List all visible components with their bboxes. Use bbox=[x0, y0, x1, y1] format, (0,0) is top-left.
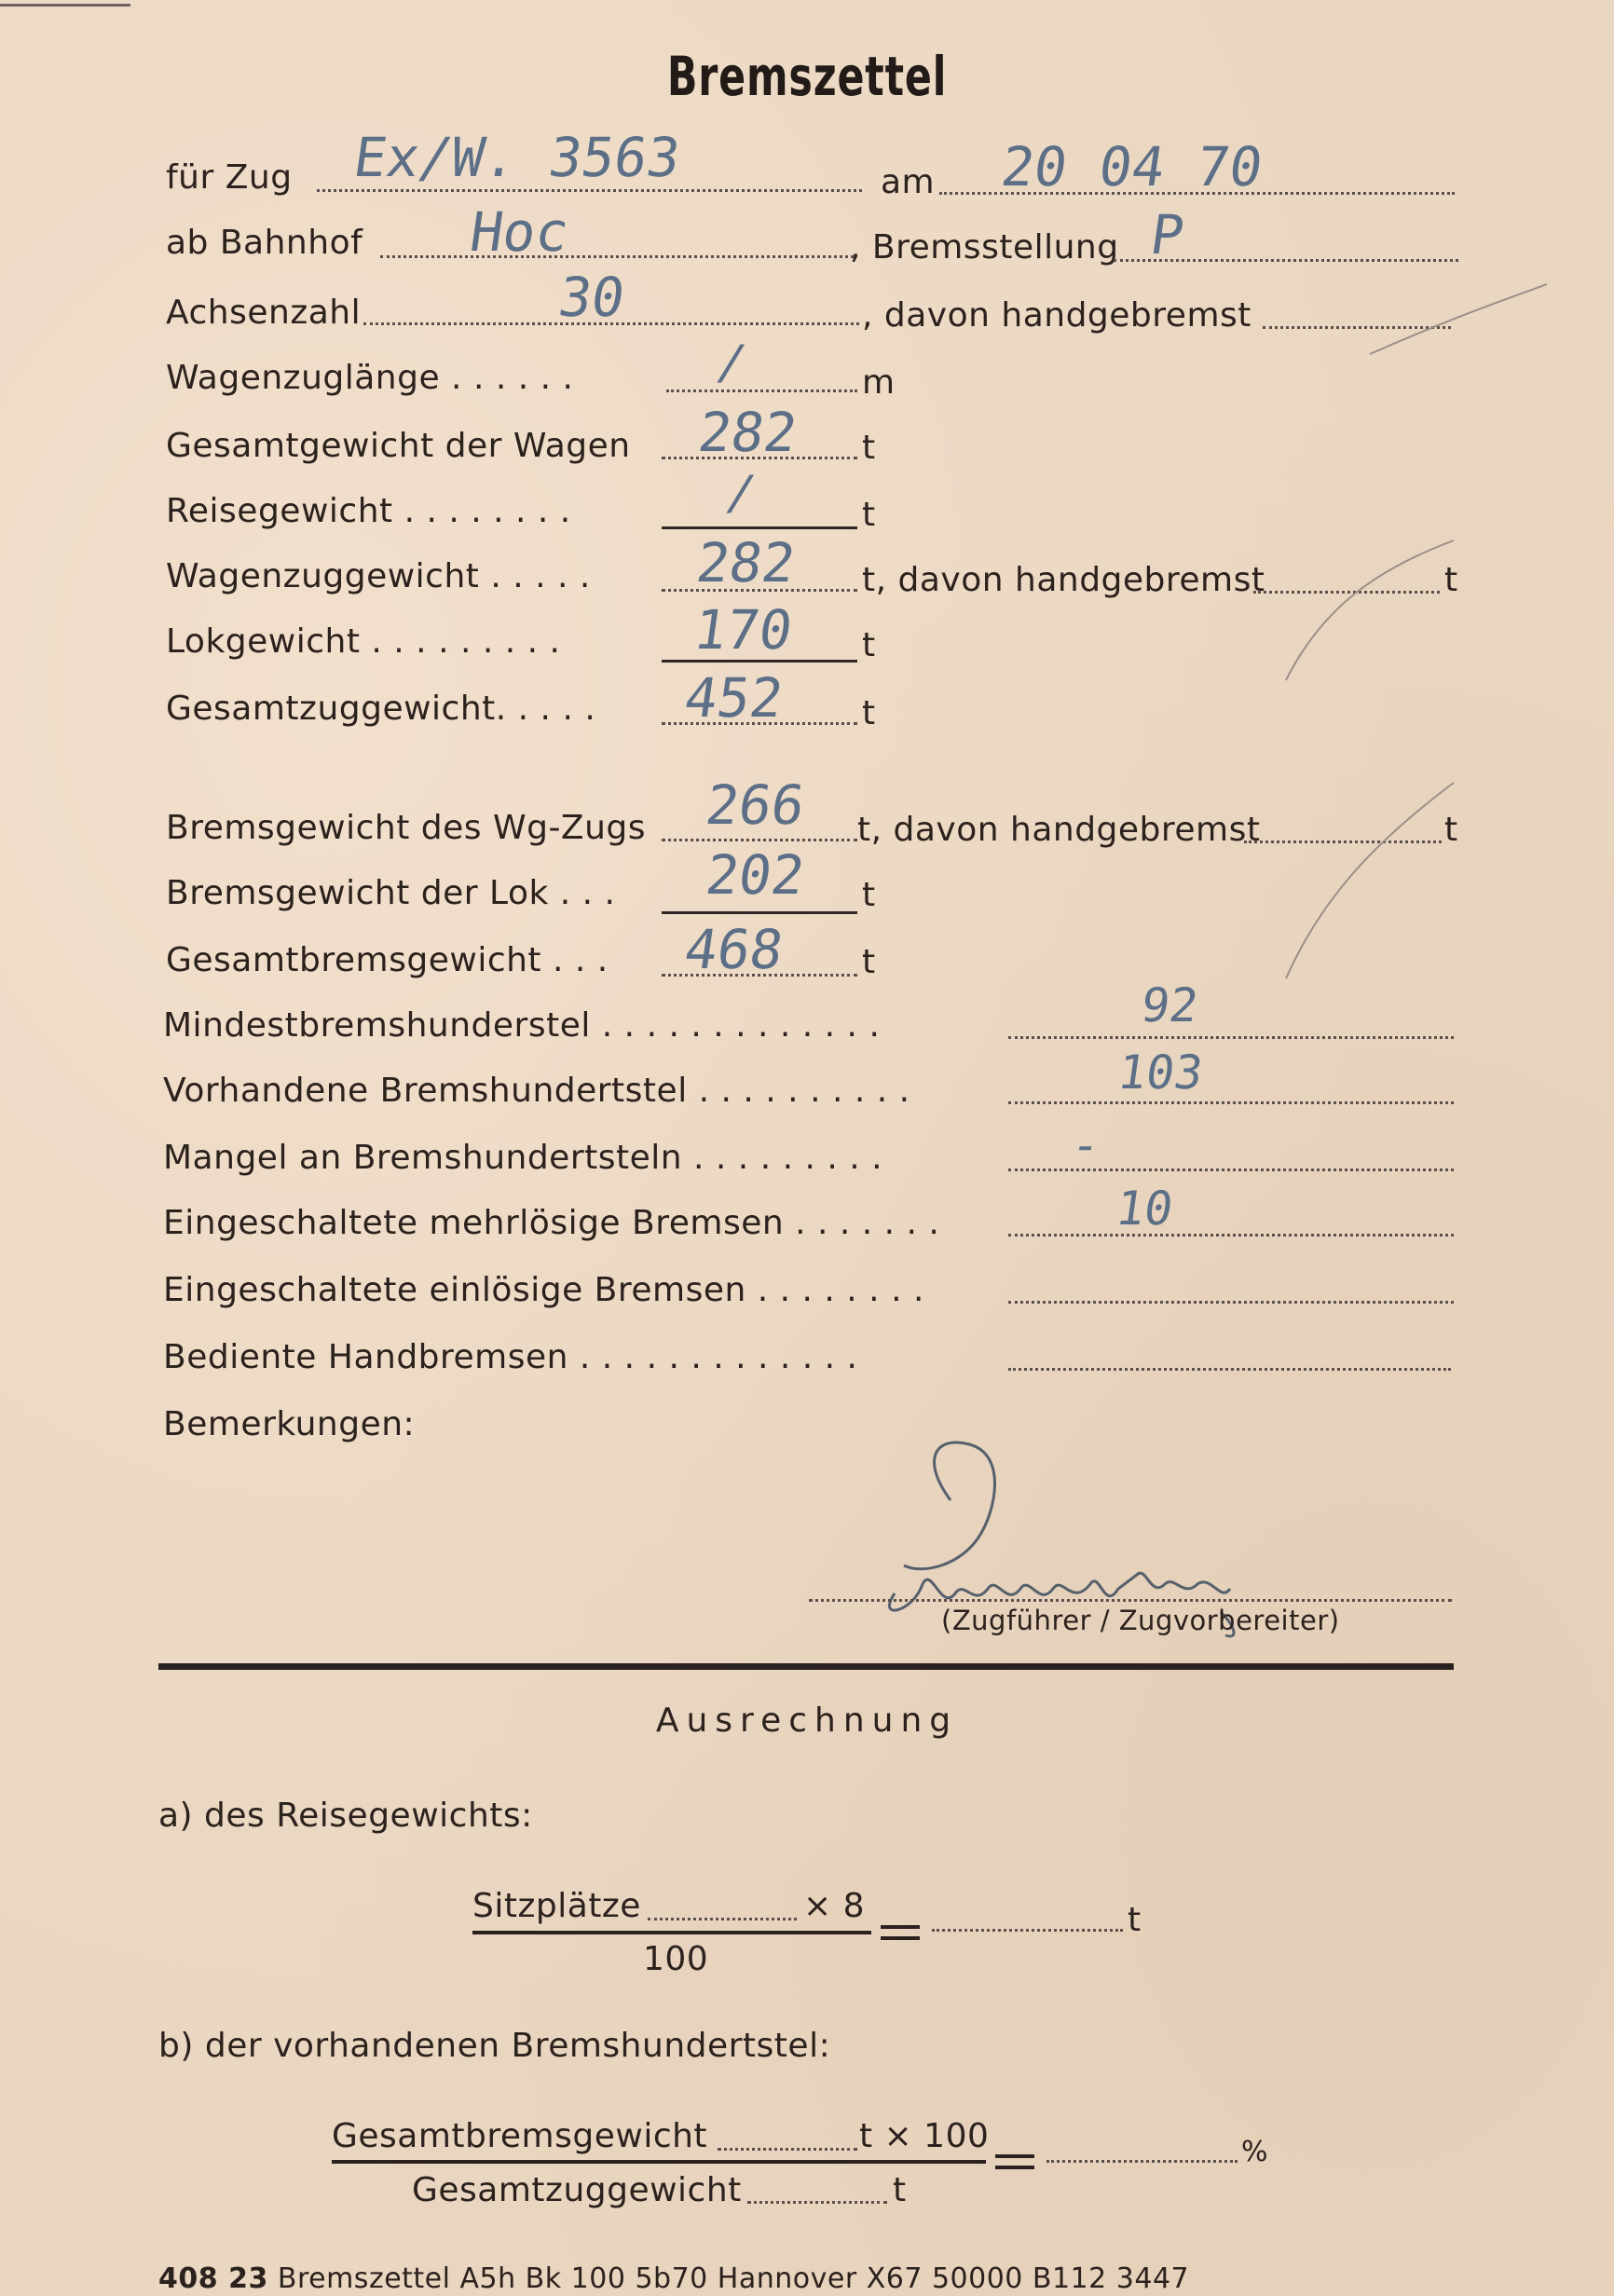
mangel-value: - bbox=[1067, 1118, 1104, 1172]
achsenzahl-label: Achsenzahl bbox=[166, 294, 362, 332]
mangel-label: Mangel an Bremshundertsteln . . . . . . . . . bbox=[163, 1139, 883, 1177]
bremsgewicht-wg-davon-label: t, davon handgebremst bbox=[857, 811, 1261, 849]
bemerkungen-label: Bemerkungen: bbox=[163, 1405, 416, 1443]
am-value: 20 04 70 bbox=[997, 135, 1267, 198]
bremsgewicht-lok-label: Bremsgewicht der Lok . . . bbox=[166, 874, 616, 912]
wagenzuggewicht-value: 282 bbox=[692, 531, 800, 594]
form-title: Bremszettel bbox=[666, 45, 948, 108]
lokgewicht-unit: t bbox=[862, 626, 876, 664]
fuer-zug-value: Ex/W. 3563 bbox=[349, 126, 684, 189]
bremsgewicht-wg-value: 266 bbox=[702, 773, 809, 837]
b-times: t × 100 bbox=[859, 2117, 990, 2155]
lokgewicht-value: 170 bbox=[690, 598, 797, 662]
wagenzug-davon-label: t, davon handgebremst bbox=[862, 561, 1265, 599]
achsen-davon-label: , davon handgebremst bbox=[862, 296, 1252, 335]
a-equals-bottom bbox=[881, 1936, 920, 1940]
a-times: × 8 bbox=[803, 1887, 866, 1925]
am-label: am bbox=[881, 163, 936, 201]
gesamtzuggewicht-unit: t bbox=[862, 694, 876, 732]
a-numerator-line bbox=[648, 1918, 797, 1920]
lokgewicht-label: Lokgewicht . . . . . . . . . bbox=[166, 622, 561, 661]
fuer-zug-label: für Zug bbox=[166, 158, 293, 197]
a-result-line bbox=[932, 1929, 1123, 1932]
mindestbrems-value: 92 bbox=[1137, 978, 1202, 1032]
a-numerator-label: Sitzplätze bbox=[472, 1887, 641, 1925]
a-denominator: 100 bbox=[643, 1940, 709, 1978]
b-denominator-line bbox=[747, 2201, 887, 2204]
achsenzahl-value: 30 bbox=[554, 266, 629, 329]
ausrechnung-b-label: b) der vorhandenen Bremshundertstel: bbox=[158, 2027, 831, 2065]
b-equals-bottom bbox=[995, 2166, 1034, 2169]
wagenzuglaenge-label: Wagenzuglänge . . . . . . bbox=[166, 359, 574, 397]
vorhandene-label: Vorhandene Bremshundertstel . . . . . . . . . . bbox=[163, 1072, 910, 1110]
reisegewicht-value: / bbox=[722, 466, 759, 520]
reisegewicht-label: Reisegewicht . . . . . . . . bbox=[166, 492, 571, 530]
form-footer bbox=[158, 2262, 1189, 2295]
wagenzuggewicht-label: Wagenzuggewicht . . . . . bbox=[166, 557, 591, 595]
bremsgewicht-wg-davon-unit: t bbox=[1444, 811, 1458, 849]
mindestbrems-label: Mindestbremshunderstel . . . . . . . . . . . . . bbox=[163, 1006, 881, 1045]
ausrechnung-title: Ausrechnung bbox=[655, 1702, 959, 1740]
a-result-unit: t bbox=[1128, 1901, 1142, 1939]
a-equals-top bbox=[881, 1925, 920, 1929]
b-result-line bbox=[1046, 2160, 1238, 2163]
handbremsen-label: Bediente Handbremsen . . . . . . . . . . . . . bbox=[163, 1338, 858, 1376]
gesamtgewicht-unit: t bbox=[862, 429, 876, 467]
gesamtgewicht-value: 282 bbox=[694, 401, 801, 464]
ab-bahnhof-value: Hoc bbox=[466, 200, 573, 264]
b-numerator-line bbox=[718, 2148, 857, 2151]
gesamtzuggewicht-label: Gesamtzuggewicht. . . . . bbox=[166, 690, 596, 728]
bremsstellung-label: , Bremsstellung bbox=[850, 228, 1119, 266]
ausrechnung-a-label: a) des Reisegewichts: bbox=[158, 1797, 533, 1835]
b-equals-top bbox=[995, 2154, 1034, 2158]
reisegewicht-unit: t bbox=[862, 496, 876, 534]
gesamtgewicht-label: Gesamtgewicht der Wagen bbox=[166, 427, 631, 465]
ab-bahnhof-label: ab Bahnhof bbox=[166, 224, 363, 262]
a-fraction-bar bbox=[472, 1931, 871, 1934]
wagenzuglaenge-unit: m bbox=[862, 363, 896, 402]
gesamtzuggewicht-value: 452 bbox=[680, 666, 787, 730]
b-fraction-bar bbox=[332, 2160, 986, 2164]
bremsgewicht-wg-label: Bremsgewicht des Wg-Zugs bbox=[166, 809, 647, 847]
bremsgewicht-lok-unit: t bbox=[862, 876, 876, 914]
bremsstellung-value: P bbox=[1146, 203, 1188, 266]
footer-code: 408 23 bbox=[158, 2262, 268, 2295]
einloesig-label: Eingeschaltete einlösige Bremsen . . . . . . . . bbox=[163, 1271, 924, 1309]
b-denominator-unit: t bbox=[893, 2171, 907, 2209]
b-denominator-label: Gesamtzuggewicht bbox=[412, 2171, 742, 2209]
section-divider bbox=[158, 1663, 1454, 1670]
mehrloesig-value: 10 bbox=[1112, 1182, 1177, 1236]
footer-text: Bremszettel A5h Bk 100 5b70 Hannover X67 50000 B112 3447 bbox=[277, 2262, 1190, 2295]
mehrloesig-label: Eingeschaltete mehrlösige Bremsen . . . . . . . bbox=[163, 1204, 940, 1242]
gesamtbremsgewicht-label: Gesamtbremsgewicht . . . bbox=[166, 941, 609, 979]
gesamtbremsgewicht-value: 468 bbox=[680, 918, 787, 981]
bremsgewicht-lok-value: 202 bbox=[702, 843, 809, 907]
b-result-unit: % bbox=[1241, 2136, 1269, 2168]
signature-caption: (Zugführer / Zugvorbereiter) bbox=[941, 1605, 1340, 1636]
b-numerator-label: Gesamtbremsgewicht bbox=[332, 2117, 708, 2155]
gesamtbremsgewicht-unit: t bbox=[862, 943, 876, 981]
wagenzuglaenge-value: / bbox=[713, 335, 750, 390]
vorhandene-value: 103 bbox=[1114, 1046, 1207, 1100]
wagenzug-davon-unit: t bbox=[1444, 561, 1458, 599]
